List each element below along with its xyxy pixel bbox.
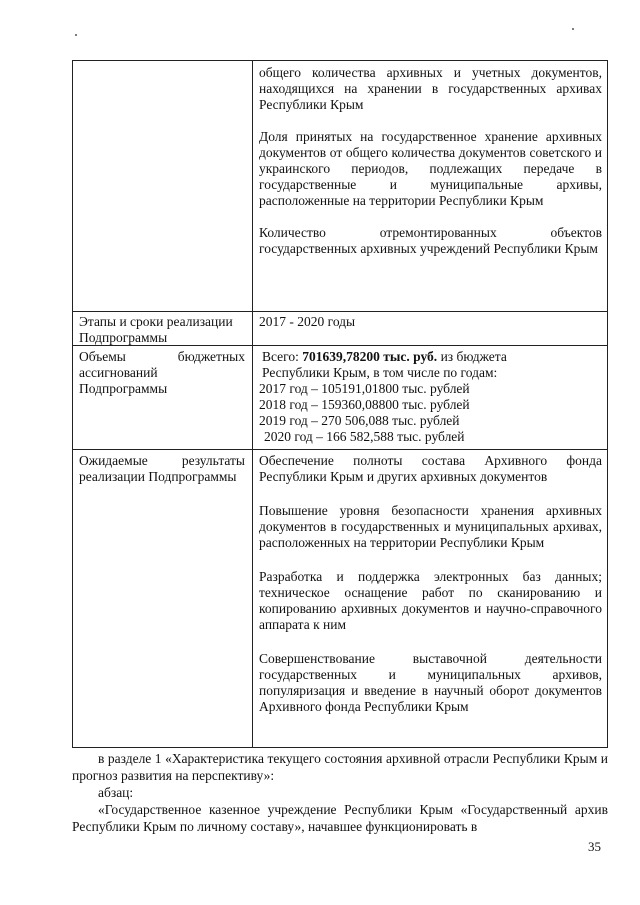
- body-paragraph-section: в разделе 1 «Характеристика текущего состояния архивной отрасли Республики Крым и прогноз развития на перспективу»:: [72, 751, 608, 783]
- table-row-results: [73, 449, 607, 750]
- row-value-budget: [259, 349, 602, 445]
- budget-year-2020: 2020 год – 166 582,588 тыс. рублей: [264, 429, 465, 444]
- scan-speck: [572, 28, 574, 30]
- body-paragraph-abzac: абзац:: [98, 785, 134, 800]
- budget-total-line: [259, 349, 602, 365]
- result-paragraph: Повышение уровня безопасности хранения архивных документов в государственных и муниципальных архивах, расположенных на территории Республики Крым: [259, 503, 602, 550]
- table-row-stages: [73, 311, 607, 346]
- indicator-paragraph: общего количества архивных и учетных документов, находящихся на хранении в государственных архивах Республики Крым: [259, 65, 602, 112]
- body-paragraph-quote: «Государственное казенное учреждение Республики Крым «Государственный архив Республики Крым по личному составу», начавшее функционировать в: [72, 802, 608, 834]
- scan-speck: [75, 34, 77, 36]
- row-value-results: [259, 453, 602, 715]
- row-label: Этапы и сроки реализации Подпрограммы: [79, 314, 233, 345]
- row-value: 2017 - 2020 годы: [259, 314, 356, 329]
- page-number: 35: [588, 839, 601, 854]
- budget-total-amount: 701639,78200 тыс. руб.: [302, 349, 438, 364]
- result-paragraph: Обеспечение полноты состава Архивного фонда Республики Крым и других архивных документов: [259, 453, 602, 484]
- passport-table: [72, 60, 608, 748]
- budget-total-suffix: из бюджета: [437, 349, 507, 364]
- row-value-indicators: [259, 65, 602, 257]
- indicator-paragraph: Количество отремонтированных объектов государственных архивных учреждений Республики Крым: [259, 225, 602, 256]
- budget-year-2017: 2017 год – 105191,01800 тыс. рублей: [259, 381, 470, 396]
- row-label: Объемы бюджетных ассигнований Подпрограммы: [79, 349, 245, 396]
- budget-year-2019: 2019 год – 270 506,088 тыс. рублей: [259, 413, 460, 428]
- budget-year-2018: 2018 год – 159360,08800 тыс. рублей: [259, 397, 470, 412]
- row-label: Ожидаемые результаты реализации Подпрограммы: [79, 453, 245, 484]
- result-paragraph: Совершенствование выставочной деятельности государственных и муниципальных архивов, популяризация и введение в научный оборот документов Архивного фонда Республики Крым: [259, 651, 602, 714]
- result-paragraph: Разработка и поддержка электронных баз данных; техническое оснащение работ по сканированию и копированию архивных документов и научно-справочного аппарата к ним: [259, 569, 602, 632]
- indicator-paragraph: Доля принятых на государственное хранение архивных документов от общего количества документов советского и украинского периодов, подлежащих передаче в государственные и муниципальные архивы, расположенные на территории Республики Крым: [259, 129, 602, 208]
- budget-total-prefix: Всего:: [262, 349, 303, 364]
- budget-line2: Республики Крым, в том числе по годам:: [262, 365, 498, 380]
- table-row-budget: [73, 345, 607, 450]
- table-row-indicators: [73, 61, 607, 311]
